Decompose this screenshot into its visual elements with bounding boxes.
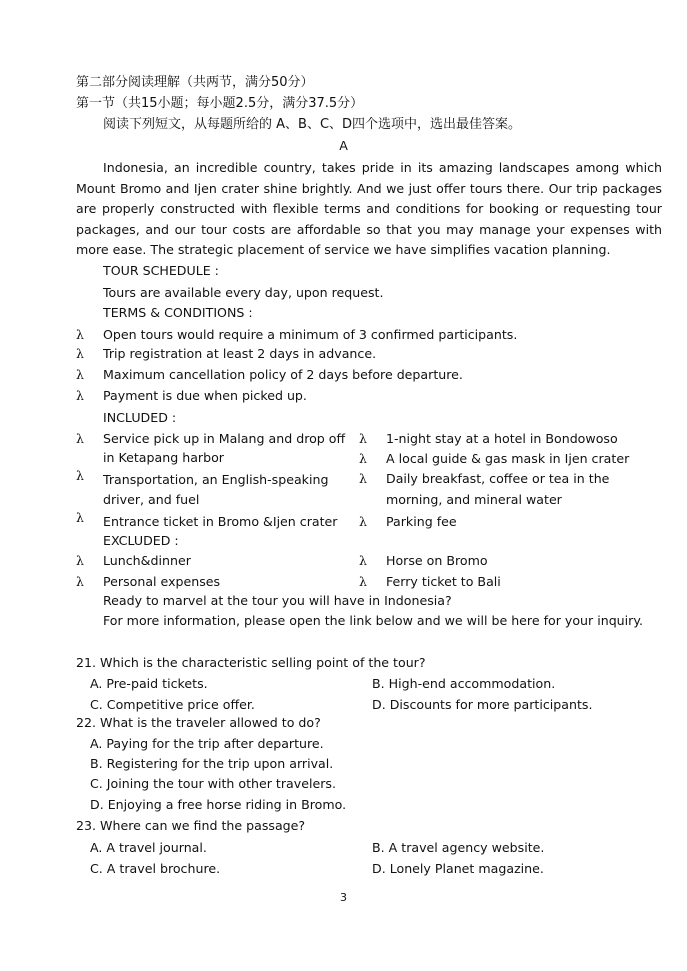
term-item: Maximum cancellation policy of 2 days before departure. [103,367,463,382]
answer-option: D. Discounts for more participants. [372,697,593,712]
answer-option: D. Lonely Planet magazine. [372,861,544,876]
included-item: A local guide & gas mask in Ijen crater [386,451,630,466]
answer-option: B. A travel agency website. [372,840,545,855]
bullet-icon: λ [76,327,84,342]
answer-option: A. Paying for the trip after departure. [90,736,324,751]
answer-option: C. A travel brochure. [90,861,221,876]
bullet-icon: λ [359,574,367,589]
terms-heading: TERMS & CONDITIONS : [103,305,253,320]
intro-paragraph: Indonesia, an incredible country, takes pride in its amazing landscapes among which Mount Bromo and Ijen crater shine brightly. And we just offer tours there. Our trip packages are properly constructed with flexible terms and conditions for booking or requesting tour packages, and our tour costs are affordable so that you may manage your expenses with more ease. The strategic placement of service we have simplifies vacation planning. [76,160,662,258]
answer-option: A. Pre-paid tickets. [90,676,208,691]
answer-option: C. Competitive price offer. [90,697,255,712]
included-item-continued: morning, and mineral water [386,492,562,507]
bullet-icon: λ [76,510,84,525]
excluded-item: Ferry ticket to Bali [386,574,501,589]
included-item: Entrance ticket in Bromo &Ijen crater [103,514,338,529]
included-item-continued: in Ketapang harbor [103,450,224,465]
bullet-icon: λ [359,451,367,466]
closing-line: For more information, please open the link below and we will be here for your inquiry. [103,613,644,628]
question-stem: 22. What is the traveler allowed to do? [76,715,321,730]
bullet-icon: λ [359,514,367,529]
excluded-heading: EXCLUDED : [103,533,179,548]
bullet-icon: λ [76,388,84,403]
bullet-icon: λ [359,553,367,568]
schedule-text: Tours are available every day, upon request. [103,285,384,300]
included-item: Service pick up in Malang and drop off [103,431,346,446]
included-heading: INCLUDED : [103,410,177,425]
excluded-item: Horse on Bromo [386,553,488,568]
included-item: Transportation, an English-speaking [103,472,329,487]
excluded-item: Personal expenses [103,574,221,589]
part-title: 第二部分阅读理解（共两节，满分50分） [76,75,314,90]
section-title: 第一节（共15小题；每小题2.5分，满分37.5分） [76,96,364,111]
excluded-item: Lunch&dinner [103,553,191,568]
bullet-icon: λ [76,468,84,483]
bullet-icon: λ [76,346,84,361]
included-item: Daily breakfast, coffee or tea in the [386,471,610,486]
instruction: 阅读下列短文，从每题所给的 A、B、C、D四个选项中，选出最佳答案。 [103,117,522,132]
answer-option: B. Registering for the trip upon arrival. [90,756,334,771]
closing-line: Ready to marvel at the tour you will have in Indonesia? [103,593,452,608]
term-item: Open tours would require a minimum of 3 confirmed participants. [103,327,518,342]
bullet-icon: λ [76,367,84,382]
bullet-icon: λ [76,553,84,568]
page-number: 3 [340,891,347,904]
answer-option: A. A travel journal. [90,840,207,855]
bullet-icon: λ [76,431,84,446]
included-item: Parking fee [386,514,457,529]
included-item-continued: driver, and fuel [103,492,200,507]
question-stem: 21. Which is the characteristic selling point of the tour? [76,655,426,670]
answer-option: B. High-end accommodation. [372,676,556,691]
included-item: 1-night stay at a hotel in Bondowoso [386,431,618,446]
schedule-heading: TOUR SCHEDULE : [103,263,219,278]
bullet-icon: λ [76,574,84,589]
passage-label: A [339,138,348,153]
answer-option: D. Enjoying a free horse riding in Bromo. [90,797,347,812]
term-item: Payment is due when picked up. [103,388,307,403]
term-item: Trip registration at least 2 days in advance. [103,346,377,361]
answer-option: C. Joining the tour with other travelers. [90,776,336,791]
question-stem: 23. Where can we find the passage? [76,818,306,833]
bullet-icon: λ [359,471,367,486]
bullet-icon: λ [359,431,367,446]
